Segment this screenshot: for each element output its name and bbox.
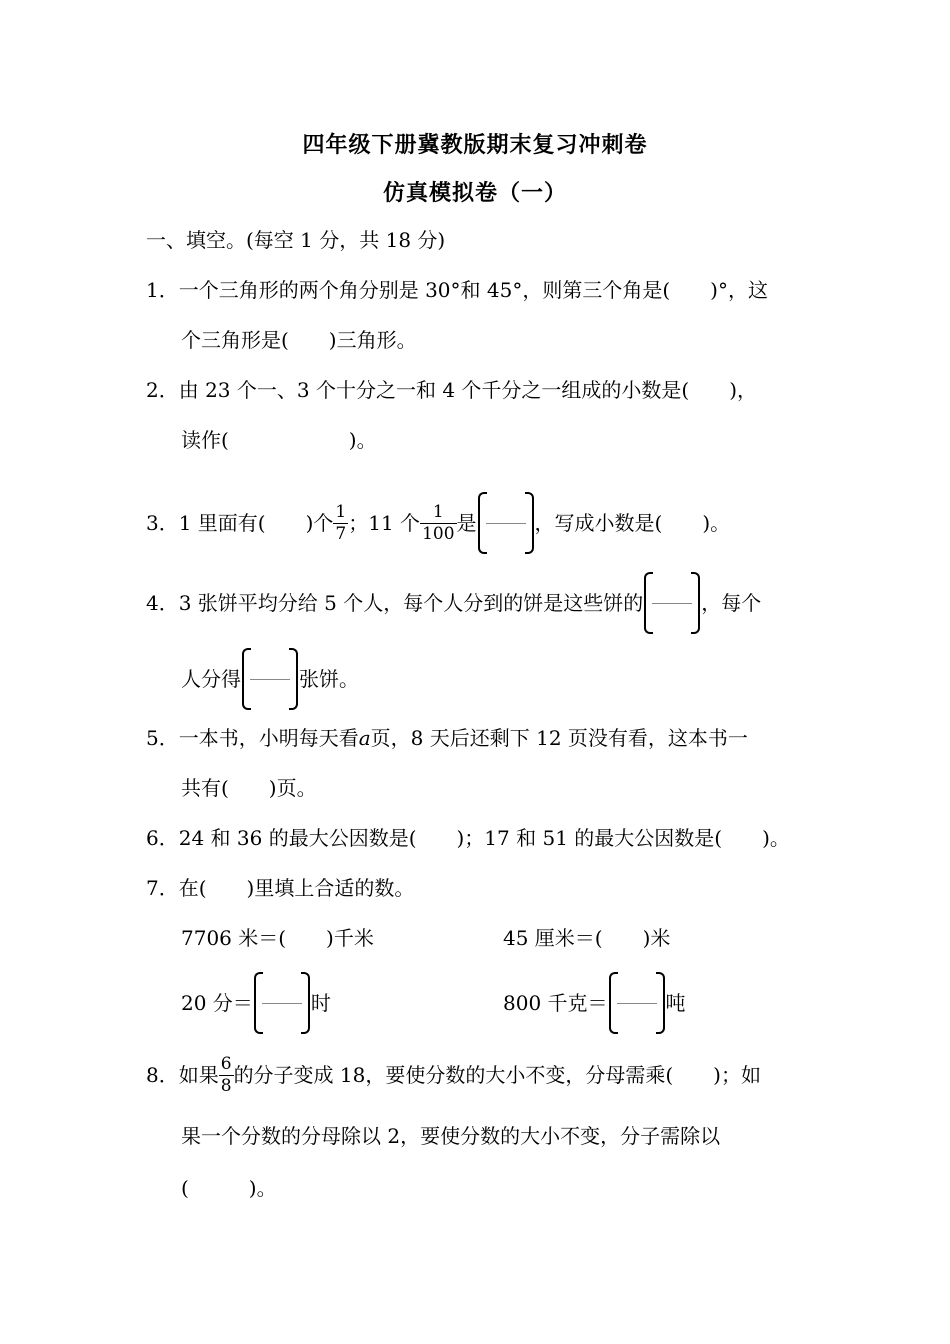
- q8-text-a: 8．如果: [146, 1063, 219, 1087]
- q7-row2-right: [503, 970, 686, 1036]
- q2-line1: 2．由 23 个一、3 个十分之一和 4 个千分之一组成的小数是( )，: [146, 378, 758, 402]
- q3-text-b: ；11 个: [348, 511, 421, 535]
- q7-row2-left: [181, 970, 331, 1036]
- q3-line: [146, 490, 730, 556]
- fraction-numerator: 1: [432, 501, 444, 522]
- q3-text-c: 是: [456, 511, 477, 535]
- q3-text-a: 3．1 里面有( )个: [146, 511, 334, 535]
- q7-r2b-post: 吨: [665, 991, 686, 1015]
- fraction-answer-box[interactable]: [644, 572, 700, 634]
- q7-r2a-pre: 20 分＝: [181, 991, 253, 1015]
- fraction-one-hundredth: [421, 503, 455, 544]
- fraction-answer-box[interactable]: [242, 648, 298, 710]
- q7-r2a-post: 时: [310, 991, 331, 1015]
- q7-r2b-pre: 800 千克＝: [503, 991, 608, 1015]
- q8-line2: 果一个分数的分母除以 2，要使分数的大小不变，分子需除以: [181, 1124, 721, 1148]
- q1-line1: 1．一个三角形的两个角分别是 30°和 45°，则第三个角是( )°，这: [146, 278, 768, 302]
- fraction-answer-box[interactable]: [254, 972, 310, 1034]
- q8-line1: [146, 1050, 761, 1100]
- fraction-denominator: 7: [335, 523, 347, 544]
- fraction-denominator: 8: [220, 1075, 232, 1096]
- q4-line1: [146, 570, 761, 636]
- q6-line: 6．24 和 36 的最大公因数是( )；17 和 51 的最大公因数是( )。: [146, 826, 790, 850]
- q3-text-d: ，写成小数是( )。: [534, 511, 731, 535]
- fraction-one-seventh: [334, 503, 347, 544]
- q4-text-c: 人分得: [181, 667, 241, 691]
- q4-text-a: 4．3 张饼平均分给 5 个人，每个人分到的饼是这些饼的: [146, 591, 644, 615]
- q5-text-a: 5．一本书，小明每天看: [146, 726, 359, 750]
- fraction-denominator: 100: [422, 523, 455, 544]
- q1-line2: 个三角形是( )三角形。: [181, 328, 417, 352]
- fraction-numerator: 1: [335, 501, 347, 522]
- fraction-numerator: 6: [220, 1053, 232, 1074]
- q5-variable: a: [358, 726, 371, 750]
- fraction-six-eighths: [220, 1055, 233, 1096]
- q4-line2: [181, 646, 359, 712]
- q7-row1-left: 7706 米＝( )千米: [181, 926, 374, 950]
- q7-stem: 7．在( )里填上合适的数。: [146, 876, 415, 900]
- q5-text-b: 页，8 天后还剩下 12 页没有看，这本书一: [370, 726, 748, 750]
- q2-line2: 读作( )。: [181, 428, 377, 452]
- fraction-answer-box[interactable]: [609, 972, 665, 1034]
- section-heading: 一、填空。(每空 1 分，共 18 分): [146, 228, 446, 252]
- q5-line1: [146, 724, 748, 752]
- q7-row1-right: 45 厘米＝( )米: [503, 926, 671, 950]
- exam-subtitle: 仿真模拟卷（一）: [382, 181, 567, 206]
- q4-text-d: 张饼。: [299, 667, 359, 691]
- q8-line3: ( )。: [181, 1176, 277, 1200]
- q8-text-b: 的分子变成 18，要使分数的大小不变，分母需乘( )；如: [233, 1063, 761, 1087]
- fraction-answer-box[interactable]: [478, 492, 534, 554]
- exam-title: 四年级下册冀教版期末复习冲刺卷: [302, 133, 648, 158]
- q4-text-b: ，每个: [701, 591, 762, 615]
- q5-line2: 共有( )页。: [181, 776, 317, 800]
